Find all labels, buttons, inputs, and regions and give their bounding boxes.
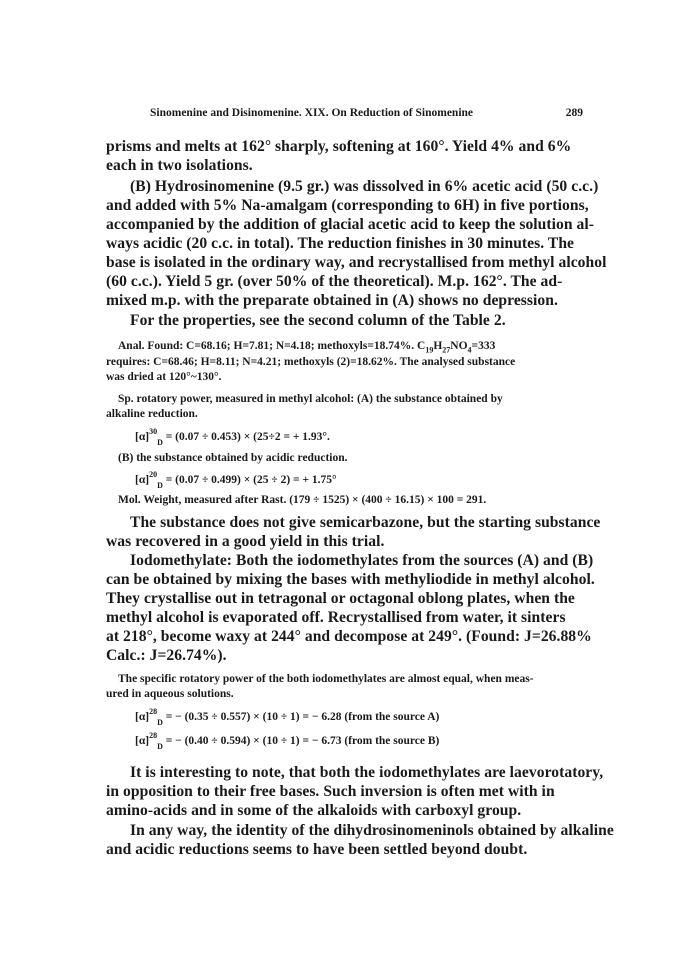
- paragraph-line: can be obtained by mixing the bases with methyliodide in methyl alcohol.: [106, 571, 595, 588]
- paragraph-line: Calc.: J=26.74%).: [106, 647, 227, 664]
- paragraph-line: It is interesting to note, that both the iodomethylates are laevorotatory,: [130, 764, 604, 781]
- mol-weight-line: Mol. Weight, measured after Rast. (179 ÷ 1525) × (400 ÷ 16.15) × 100 = 291.: [118, 494, 487, 506]
- paragraph-line: each in two isolations.: [106, 157, 253, 174]
- paragraph-line: ways acidic (20 c.c. in total). The reduction finishes in 30 minutes. The: [106, 235, 575, 252]
- paragraph-line: accompanied by the addition of glacial acetic acid to keep the solution al-: [106, 216, 595, 233]
- paragraph-line: at 218°, become waxy at 244° and decompose at 249°. (Found: J=26.88%: [106, 628, 592, 645]
- paragraph-line: The substance does not give semicarbazone, but the starting substance: [130, 514, 601, 531]
- formula-iodomethylate-b: $[\alpha]^{28}_D$ = − (0.40 ÷ 0.594) × (10 ÷ 1) = − 6.73 (from the source B): [135, 731, 440, 752]
- paragraph-line: mixed m.p. with the preparate obtained in (A) shows no depression.: [106, 292, 558, 309]
- paragraph-line: (B) Hydrosinomenine (9.5 gr.) was dissolved in 6% acetic acid (50 c.c.): [130, 178, 599, 195]
- formula-rotation-b: $[\alpha]^{20}_D = (0.07 \div 0.499) \times (25 \div 2)$ = + 1.75°: [135, 470, 337, 491]
- specific-rotation-line: The specific rotatory power of the both iodomethylates are almost equal, when meas-: [118, 673, 534, 685]
- paragraph-line: (60 c.c.). Yield 5 gr. (over 50% of the theoretical). M.p. 162°. The ad-: [106, 273, 563, 290]
- paragraph-line: in opposition to their free bases. Such inversion is often met with in: [106, 783, 555, 800]
- analysis-line: requires: C=68.46; H=8.11; N=4.21; methoxyls (2)=18.62%. The analysed substance: [106, 356, 516, 368]
- paragraph-line: and added with 5% Na-amalgam (corresponding to 6H) in five portions,: [106, 197, 589, 214]
- rotatory-line: (B) the substance obtained by acidic reduction.: [118, 452, 348, 464]
- paragraph-line: was recovered in a good yield in this trial.: [106, 533, 385, 550]
- paragraph-line: amino-acids and in some of the alkaloids with carboxyl group.: [106, 802, 522, 819]
- analysis-line: was dried at 120°~130°.: [106, 371, 222, 383]
- page-number: 289: [565, 107, 583, 119]
- paragraph-line: They crystallise out in tetragonal or octagonal oblong plates, when the: [106, 590, 575, 607]
- paragraph-line: Iodomethylate: Both the iodomethylates from the sources (A) and (B): [130, 552, 594, 569]
- rotatory-line: alkaline reduction.: [106, 408, 198, 420]
- paragraph-line: methyl alcohol is evaporated off. Recrystallised from water, it sinters: [106, 609, 566, 626]
- formula-iodomethylate-a: $[\alpha]^{28}_D$ = − (0.35 ÷ 0.557) × (10 ÷ 1) = − 6.28 (from the source A): [135, 707, 440, 728]
- formula-rotation-a: $[\alpha]^{30}_D = (0.07 \div 0.453) \times (25\div 2$ = + 1.93°.: [135, 427, 330, 448]
- rotatory-line: Sp. rotatory power, measured in methyl alcohol: (A) the substance obtained by: [118, 393, 503, 405]
- paragraph-line: base is isolated in the ordinary way, and recrystallised from methyl alcohol: [106, 254, 607, 271]
- specific-rotation-line: ured in aqueous solutions.: [106, 688, 234, 700]
- paragraph-line: prisms and melts at 162° sharply, softening at 160°. Yield 4% and 6%: [106, 138, 572, 155]
- paragraph-line: For the properties, see the second column of the Table 2.: [130, 312, 506, 329]
- paragraph-line: In any way, the identity of the dihydrosinomeninols obtained by alkaline: [130, 822, 614, 839]
- running-title: Sinomenine and Disinomenine. XIX. On Reduction of Sinomenine: [150, 107, 474, 119]
- running-header: [118, 107, 583, 123]
- analysis-line: Anal. Found: C=68.16; H=7.81; N=4.18; methoxyls=18.74%. $C_{19}H_{27}NO_4=333$: [118, 340, 496, 355]
- paragraph-line: and acidic reductions seems to have been settled beyond doubt.: [106, 841, 528, 858]
